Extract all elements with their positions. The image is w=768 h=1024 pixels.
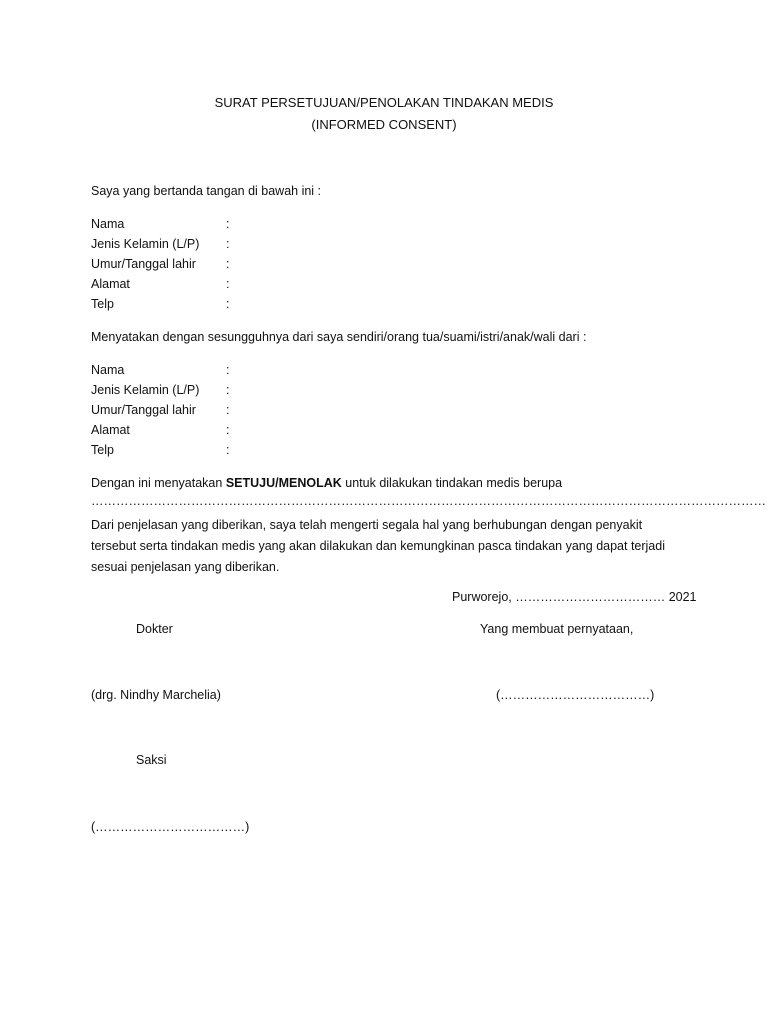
field-label-phone: Telp [91,297,114,311]
field-label-phone: Telp [91,443,114,457]
witness-name-blank: (………………………………) [91,820,250,834]
maker-role-label: Yang membuat pernyataan, [480,622,634,636]
field-colon: : [226,403,230,417]
consent-statement [91,475,562,491]
doctor-name: (drg. Nindhy Marchelia) [91,688,221,702]
field-colon: : [226,277,230,291]
field-label-gender: Jenis Kelamin (L/P) [91,237,200,251]
field-label-gender: Jenis Kelamin (L/P) [91,383,200,397]
field-label-age: Umur/Tanggal lahir [91,403,196,417]
field-colon: : [226,383,230,397]
field-label-name: Nama [91,363,125,377]
field-colon: : [226,423,230,437]
intro-text: Saya yang bertanda tangan di bawah ini : [91,184,322,198]
field-label-address: Alamat [91,423,130,437]
document-title: SURAT PERSETUJUAN/PENOLAKAN TINDAKAN MEDIS [214,95,554,110]
statement-text: Menyatakan dengan sesungguhnya dari saya sendiri/orang tua/suami/istri/anak/wali dari : [91,330,587,344]
place-date: Purworejo, ……………………………… 2021 [452,590,697,604]
procedure-dotted-line: ……………………………………………………………………………………………………………………………………………… [91,494,766,508]
consent-prefix: Dengan ini menyatakan [91,476,226,490]
witness-role-label: Saksi [136,753,167,767]
doctor-role-label: Dokter [136,622,173,636]
consent-suffix: untuk dilakukan tindakan medis berupa [341,476,563,490]
field-label-name: Nama [91,217,125,231]
document-subtitle: (INFORMED CONSENT) [311,117,457,132]
explanation-paragraph: Dari penjelasan yang diberikan, saya telah mengerti segala hal yang berhubungan dengan penyakit tersebut serta tindakan medis yang akan dilakukan dan kemungkinan pasca tindakan yang dapat terjadi sesuai penjelasan yang diberikan. [91,518,665,574]
maker-name-blank: (………………………………) [496,688,655,702]
field-label-address: Alamat [91,277,130,291]
field-colon: : [226,297,230,311]
field-colon: : [226,443,230,457]
field-colon: : [226,237,230,251]
field-colon: : [226,217,230,231]
field-colon: : [226,363,230,377]
field-colon: : [226,257,230,271]
consent-choice: SETUJU/MENOLAK [225,476,342,490]
field-label-age: Umur/Tanggal lahir [91,257,196,271]
